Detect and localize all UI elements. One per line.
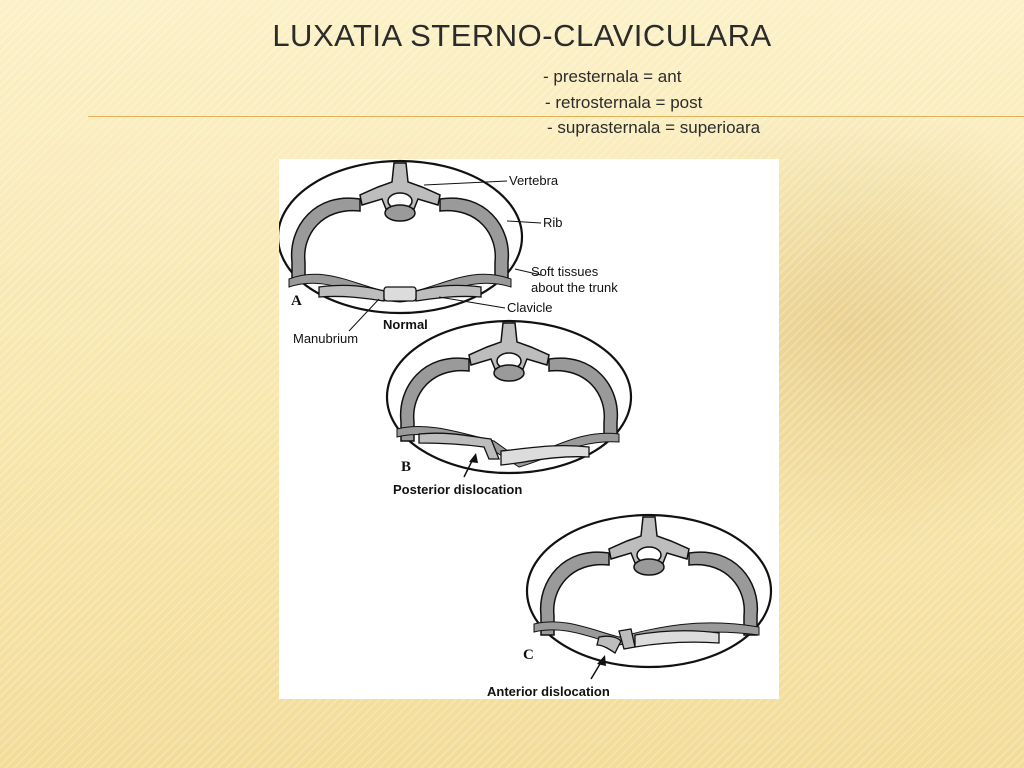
label-vertebra: Vertebra (509, 173, 559, 188)
panel-a-letter: A (291, 293, 302, 309)
panel-b-posterior (387, 321, 631, 477)
panel-c-caption: Anterior dislocation (487, 684, 610, 699)
panel-b-caption: Posterior dislocation (393, 482, 523, 497)
diagram-svg (279, 159, 779, 699)
panel-a-caption: Normal (383, 317, 428, 332)
subtitle-suprasternala: - suprasternala = superioara (547, 118, 761, 137)
slide-title: LUXATIA STERNO-CLAVICULARA (272, 18, 772, 53)
sternoclavicular-diagram (279, 159, 779, 699)
panel-c-anterior (527, 515, 771, 679)
panel-c-letter: C (523, 647, 534, 663)
panel-b-letter: B (401, 459, 412, 475)
label-rib: Rib (543, 215, 563, 230)
label-soft-tissues-2: about the trunk (531, 280, 618, 295)
label-clavicle: Clavicle (507, 300, 553, 315)
label-soft-tissues-1: Soft tissues (531, 264, 599, 279)
subtitle-presternala: - presternala = ant (543, 67, 682, 86)
subtitle-retrosternala: - retrosternala = post (545, 93, 703, 112)
panel-a-normal (279, 161, 541, 331)
label-manubrium: Manubrium (293, 331, 359, 346)
title-divider (88, 116, 1024, 117)
